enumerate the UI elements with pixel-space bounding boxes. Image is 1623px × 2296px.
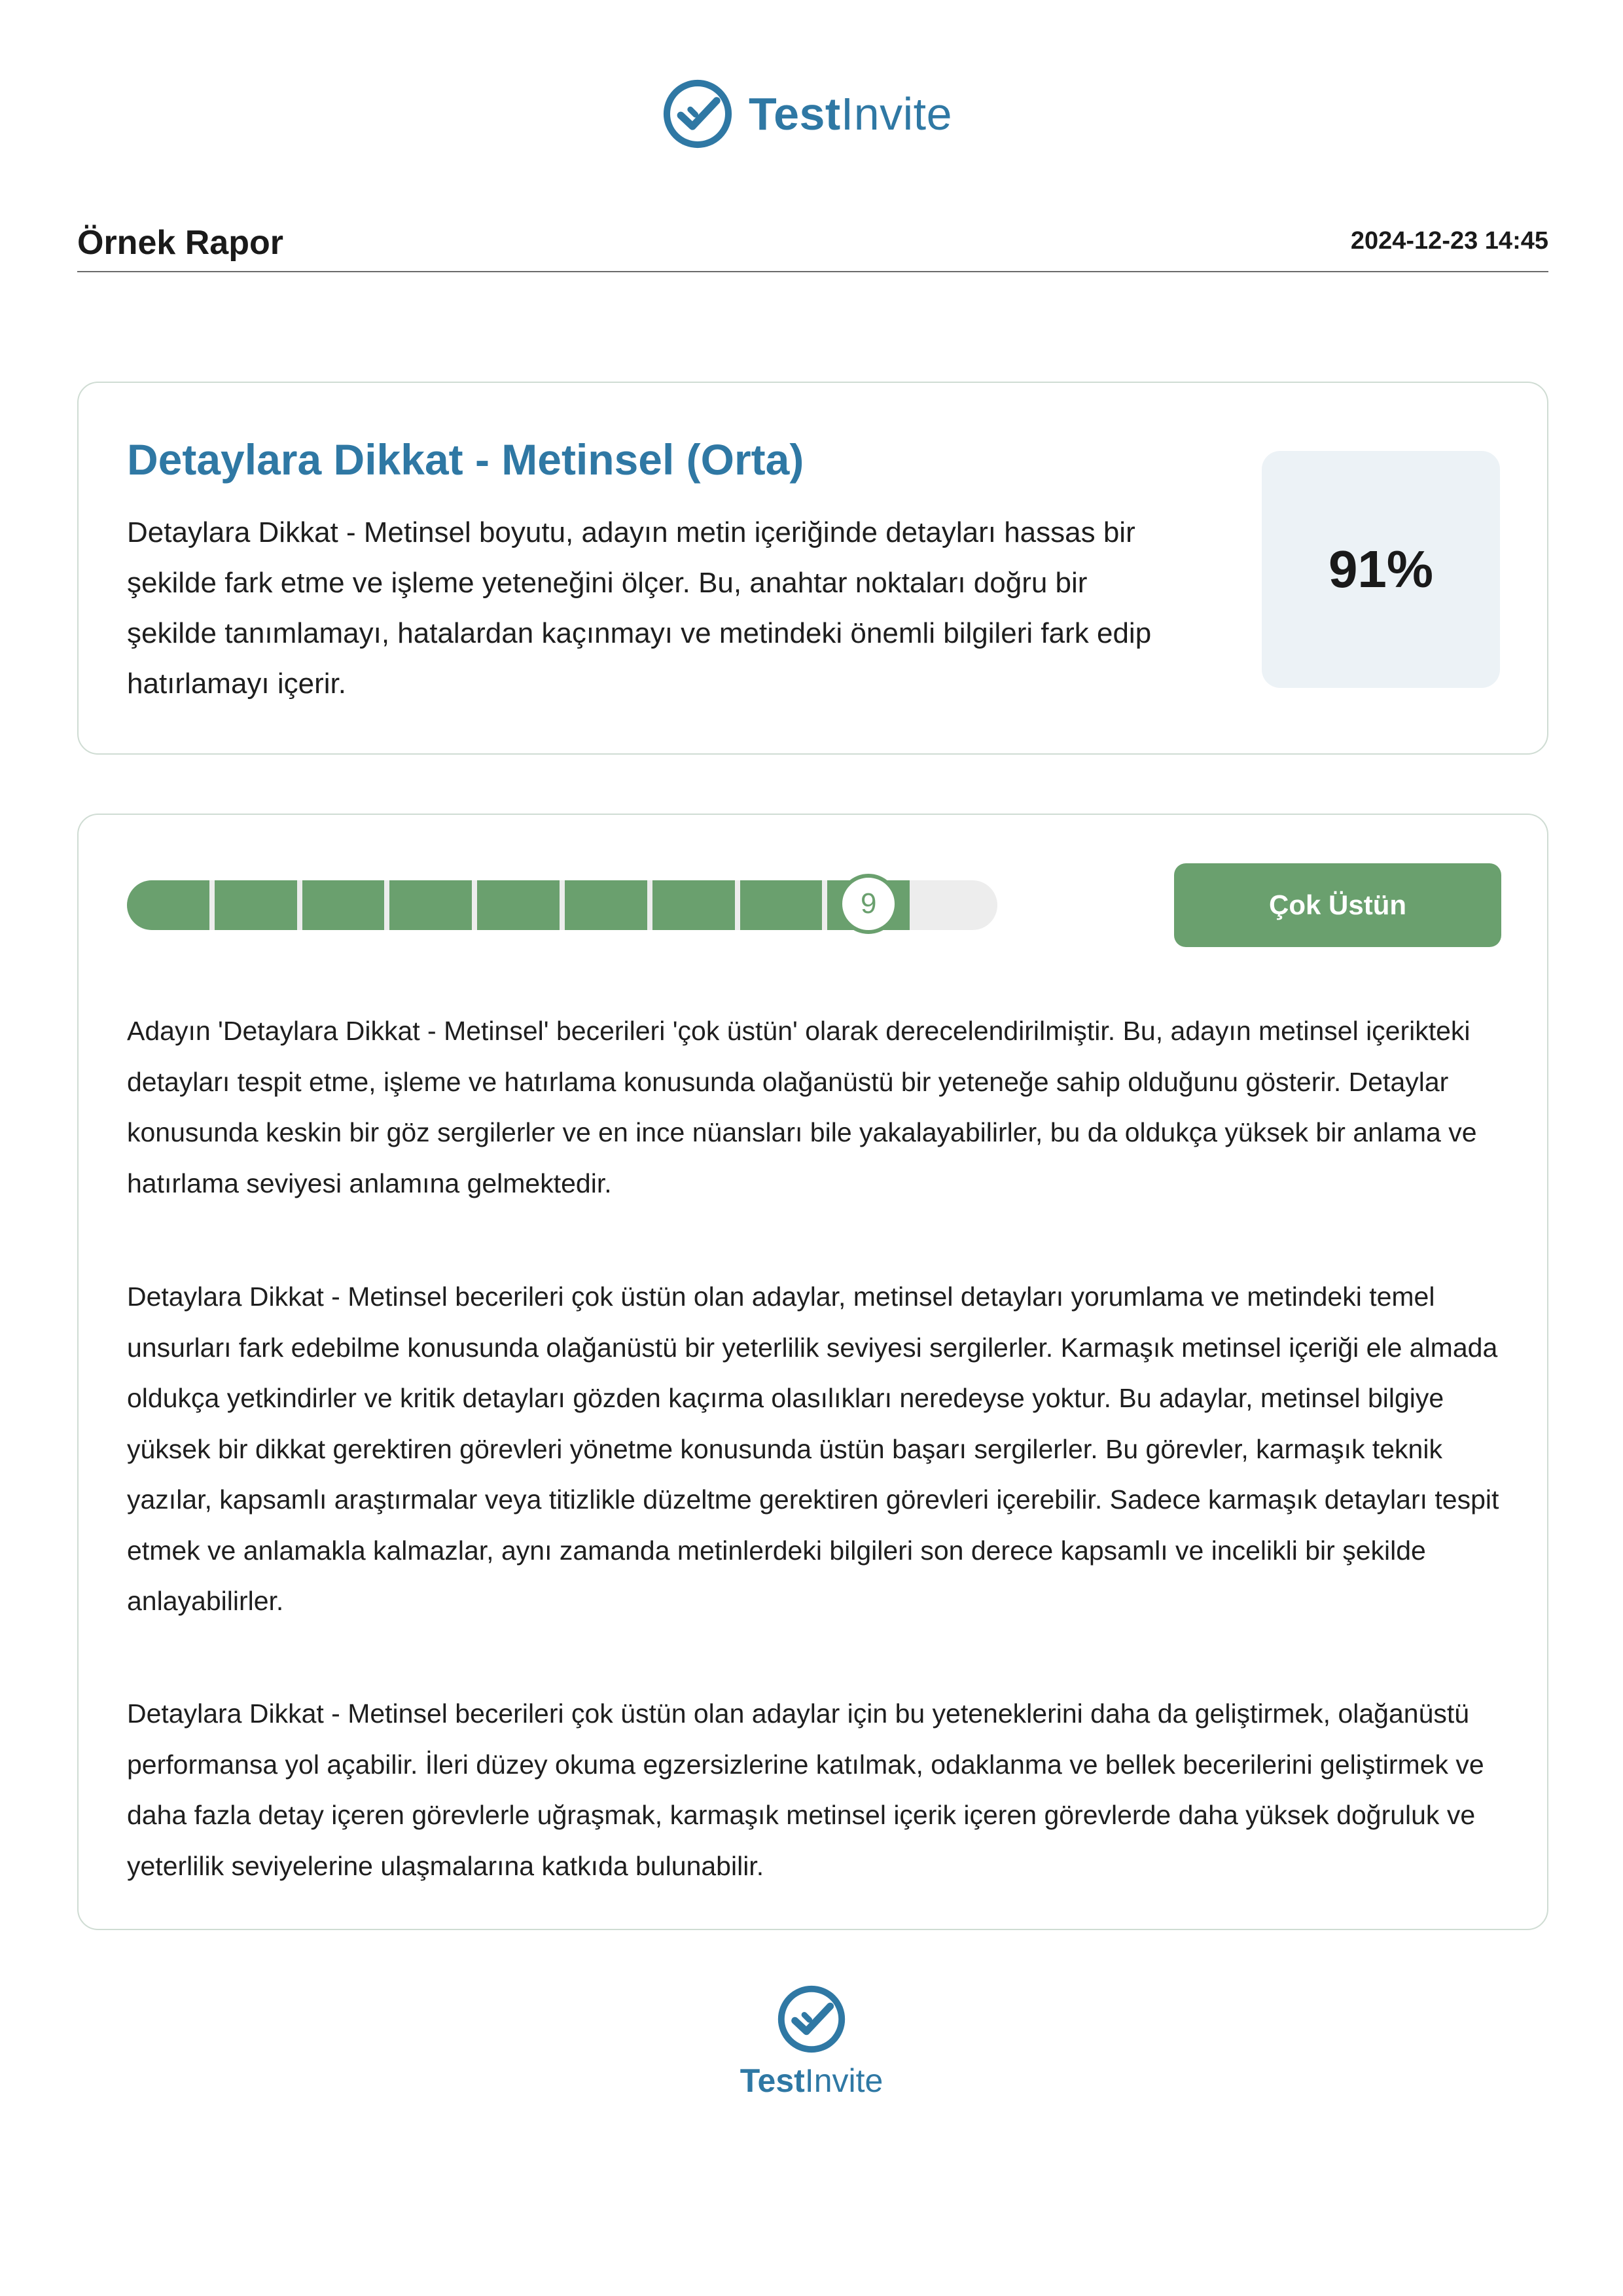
header-logo: [661, 73, 952, 154]
assessment-card: [77, 814, 1548, 1930]
score-badge: 91%: [1262, 451, 1500, 688]
report-title: Örnek Rapor: [77, 224, 283, 262]
brand-name-bold: Test: [749, 88, 841, 139]
level-segment: [127, 880, 209, 930]
level-segment: [215, 880, 297, 930]
checkmark-shield-icon: [776, 1983, 847, 2055]
level-segment: [740, 880, 823, 930]
level-segment: [477, 880, 560, 930]
footer-brand-name: [740, 2064, 883, 2097]
level-segment: [652, 880, 735, 930]
dimension-description: Detaylara Dikkat - Metinsel boyutu, adayın metin içeriğinde detayları hassas bir şekilde fark etme ve işleme yeteneğini ölçer. Bu, anahtar noktaları doğru bir şekilde tanımlamayı, hatalardan kaçınmayı ve metindeki önemli bilgileri fark edip hatırlamayı içerir.: [127, 516, 1152, 700]
summary-card: [77, 382, 1548, 755]
level-badge: Çok Üstün: [1174, 863, 1501, 947]
assessment-paragraph-3: Detaylara Dikkat - Metinsel becerileri çok üstün olan adaylar için bu yeteneklerini daha da geliştirmek, olağanüstü performansa yol açabilir. İleri düzey okuma egzersizlerine katılmak, odaklanma ve bellek becerilerini geliştirmek ve daha fazla detay içeren görevlerle uğraşmak, karmaşık metinsel içerik içeren görevlerde daha yüksek doğruluk ve yeterlilik seviyelerine ulaşmalarına katkıda bulunabilir.: [127, 1698, 1484, 1881]
assessment-paragraph-2: Detaylara Dikkat - Metinsel becerileri çok üstün olan adaylar, metinsel detayları yorumlama ve metindeki temel unsurları fark edebilme konusunda olağanüstü bir yeterlilik seviyesi sergilerler. Karmaşık metinsel içeriği ele almada oldukça yetkindirler ve kritik detayları gözden kaçırma olasılıkları neredeyse yoktur. Bu adaylar, metinsel bilgiye yüksek bir dikkat gerektiren görevleri yönetme konusunda üstün başarı sergilerler. Bu görevler, karmaşık teknik yazılar, kapsamlı araştırmalar veya titizlikle düzeltme gerektiren görevleri içerebilir. Sadece karmaşık detayları tespit etmek ve anlamakla kalmazlar, aynı zamanda metinlerdeki bilgileri son derece kapsamlı ve incelikli bir şekilde anlayabilirler.: [127, 1282, 1499, 1616]
level-segment: [565, 880, 647, 930]
level-segment: [302, 880, 385, 930]
report-datetime: 2024-12-23 14:45: [1350, 227, 1548, 255]
dimension-title: Detaylara Dikkat - Metinsel (Orta): [127, 435, 804, 484]
level-marker: 9: [838, 874, 899, 934]
footer-brand-name-light: Invite: [804, 2062, 883, 2099]
level-progress-bar: [127, 880, 997, 930]
assessment-paragraph-1: Adayın 'Detaylara Dikkat - Metinsel' becerileri 'çok üstün' olarak derecelendirilmiştir. Bu, adayın metinsel içerikteki detayları tespit etme, işleme ve hatırlama konusunda olağanüstü bir yeteneğe sahip olduğunu gösterir. Detaylar konusunda keskin bir göz sergilerler ve en ince nüansları bile yakalayabilirler, bu da oldukça yüksek bir anlama ve hatırlama seviyesi anlamına gelmektedir.: [127, 1016, 1477, 1198]
footer-logo: [654, 1983, 969, 2097]
footer-brand-name-bold: Test: [740, 2062, 805, 2099]
header-divider: [77, 271, 1548, 272]
brand-name: [749, 88, 953, 139]
brand-name-light: Invite: [840, 88, 953, 139]
level-segment: [389, 880, 472, 930]
checkmark-shield-icon: [661, 77, 734, 151]
